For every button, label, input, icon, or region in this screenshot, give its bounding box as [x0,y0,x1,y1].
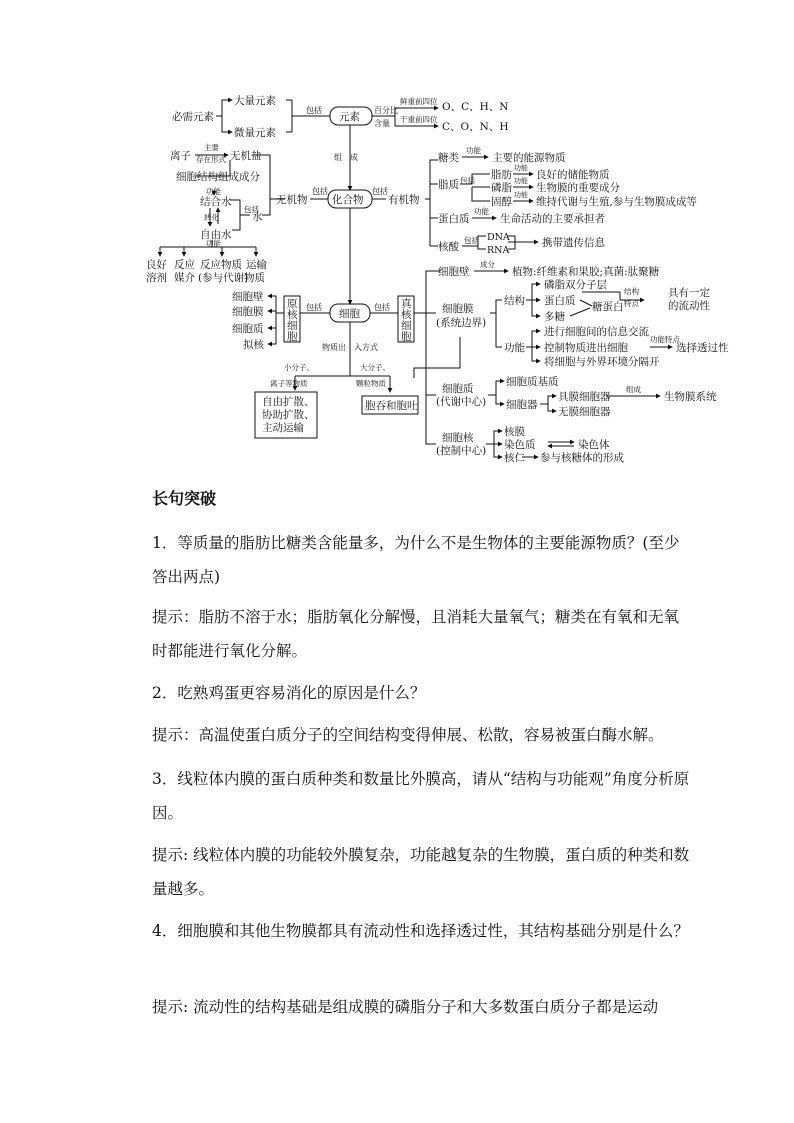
label-baokuo-c1: 包括 [306,303,322,312]
yh-part-1: 细胞壁 [232,291,264,303]
label-xibaojiegou: 细胞结构组成成分 [176,171,260,183]
label-guchun-f: 维持代谢与生殖,参与生物膜成成等 [536,196,697,208]
label-yuansu: 元素 [339,111,360,123]
label-zhuyao: 主要 [204,143,219,152]
label-yuanhe-4: 胞 [287,331,298,343]
label-zhenhe-1: 真 [401,298,412,310]
label-zhifang: 脂肪 [491,169,512,181]
label-xitongbianjie: (系统边界) [436,317,487,329]
label-ransezhi: 染色质 [504,439,536,451]
label-yuanhe-1: 原 [287,298,298,310]
label-heren-f: 参与核糖体的形成 [540,452,624,464]
label-baifenbi: 百分比 [374,106,398,115]
label-ochn: O、C、H、N [442,101,509,113]
label-baotun: 胞吞和胞吐 [365,400,418,412]
label-zhuanhua: 转化 [204,213,219,222]
label-mo-f3: 将细胞与外界环境分隔开 [544,356,660,368]
question-4: 4．细胞膜和其他生物膜都具有流动性和选择透过性，其结构基础分别是什么？ [152,922,689,940]
label-shengwumo: 生物膜系统 [664,391,717,403]
label-rna: RNA [487,245,510,256]
label-jizhi: 细胞质基质 [506,376,559,388]
label-baokuo1: 包括 [306,106,322,115]
label-baokuo-c2: 包括 [374,303,390,312]
label-baokuo-h: 包括 [464,236,479,245]
label-daixie: (代谢中心) [436,396,487,408]
answer-2: 提示：高温使蛋白质分子的空间结构变得伸展、松散，容易被蛋白酶水解。 [152,726,664,744]
label-jiegou-td2: 特点 [624,299,639,308]
water-func2-4: 物质 [244,272,265,284]
question-2: 2．吃熟鸡蛋更容易消化的原因是什么？ [152,684,426,702]
water-func2-3: (参与代谢) [198,272,249,284]
label-gan-qian: 干重前四位 [400,115,438,124]
label-weiliang: 微量元素 [234,127,276,139]
label-chengfen: 成分 [480,260,495,269]
label-heren: 核仁 [504,452,525,464]
label-jumo: 具膜细胞器 [558,391,611,403]
label-zucheng2: 组成 [626,385,641,394]
label-bixu: 必需元素 [172,111,214,123]
answer-4: 提示: 流动性的结构基础是组成膜的磷脂分子和大多数蛋白质分子都是运动 [152,998,659,1016]
label-zucheng: 组 成 [334,153,358,162]
label-ranseti: 染色体 [578,439,610,451]
label-hesuan: 核酸 [438,241,459,253]
section-title: 长句突破 [152,489,217,508]
label-duotang: 多糖 [544,311,565,323]
label-wujiyan: 无机盐 [230,150,262,162]
label-tangdanbai: 糖蛋白 [592,301,624,313]
label-dafenzi-1: 大分子、 [360,363,390,372]
label-gongneng-w2: 功能 [206,239,221,248]
label-hanliang: 含量 [374,119,390,128]
label-baokuo-w: 包括 [244,205,259,214]
label-huahewu: 化合物 [332,194,364,206]
label-gongneng-z1: 功能 [514,164,528,172]
label-zhifang-f: 良好的储能物质 [536,169,610,181]
label-youjiwu: 有机物 [388,194,420,206]
label-linzhi-shuang: 磷脂双分子层 [544,279,607,291]
water-func2-2: 媒介 [174,272,195,284]
label-transport-1: 自由扩散、 [262,396,315,408]
label-jiegou-td1: 结构 [624,287,639,296]
concept-map-diagram [0,0,794,464]
label-zhenhe-2: 核 [401,309,412,321]
water-func-4: 运输 [246,259,267,271]
label-gongneng-td: 功能特点 [650,335,680,344]
label-xiaofenzi-1: 小分子、 [284,363,314,372]
answer-3: 提示: 线粒体内膜的功能较外膜复杂，功能越复杂的生物膜，蛋白质的种类和数量越多。 [152,846,690,898]
label-gongneng-w: 功能 [206,187,221,196]
label-baokuo2: 包括 [312,187,328,196]
label-dna: DNA [487,232,510,243]
label-liudong-1: 具有一定 [668,287,710,299]
label-zhenhe-4: 胞 [401,331,412,343]
label-gongneng-t: 功能 [466,146,481,155]
label-baokuo-z: 包括 [460,176,475,185]
water-func2-1: 溶剂 [146,272,167,284]
label-linzhi-f: 生物膜的重要成分 [536,182,620,194]
label-cunzai: 存在形式 [196,155,226,164]
label-jiegou: 结构 [504,295,525,307]
label-zhenhe-3: 细 [401,320,412,332]
label-liudong-2: 的流动性 [668,300,710,312]
water-func-2: 反应 [174,259,195,271]
label-xibaoqi: 细胞器 [506,399,538,411]
label-xian-qian: 鲜重前四位 [400,97,438,106]
label-hesuan-f: 携带遗传信息 [542,237,605,249]
label-tanglei: 糖类 [438,152,459,164]
label-mo-f2: 控制物质进出细胞 [544,342,628,354]
label-kongzhi: (控制中心) [436,445,487,457]
label-guchun: 固醇 [491,196,512,208]
label-dalian: 大量元素 [234,95,276,107]
question-3: 3．线粒体内膜的蛋白质种类和数量比外膜高，请从“结构与功能观”角度分析原因。 [152,770,690,822]
question-1: 1．等质量的脂肪比糖类含能量多，为什么不是生物体的主要能源物质？(至少答出两点) [152,534,680,586]
label-hemo: 核膜 [504,426,525,438]
yh-part-3: 细胞质 [232,323,264,335]
label-xibaohe: 细胞核 [442,432,474,444]
label-xiaofenzi-2: 离子等物质 [270,379,308,388]
label-xibaomo: 细胞膜 [442,303,474,315]
label-conh: C、O、N、H [442,121,509,133]
yh-part-4: 拟核 [243,339,264,351]
label-transport-3: 主动运输 [262,422,304,434]
label-ziyou: 自由水 [200,229,232,241]
label-jiehe: 结合水 [200,196,232,208]
label-shui: 水 [252,211,263,223]
label-gongneng-m: 功能 [504,342,525,354]
label-danbaizhi: 蛋白质 [438,213,470,225]
label-xibao: 细胞 [339,308,360,320]
answer-1: 提示：脂肪不溶于水；脂肪氧化分解慢，且消耗大量氧气；糖类在有氧和无氧时都能进行氧化分解。 [152,608,680,660]
water-func-3: 反应物质 [200,259,242,271]
label-linzhi: 磷脂 [491,182,512,194]
label-baokuo3: 包括 [372,187,388,196]
label-zhizhi: 脂质 [438,179,459,191]
label-xibaobi: 细胞壁 [438,266,470,278]
label-wuzhi-churu: 物质出 入方式 [322,343,378,352]
label-xuanze: 选择透过性 [676,342,729,354]
label-lizi: 离子 [170,150,191,162]
water-func-1: 良好 [146,259,167,271]
label-wumo: 无膜细胞器 [558,406,611,418]
label-yuanhe-3: 细 [287,320,298,332]
label-tang-func: 主要的能源物质 [492,152,566,164]
label-gongneng-d: 功能 [474,207,489,216]
label-bi-desc: 植物:纤维素和果胶;真菌:肽聚糖 [512,266,660,278]
label-mo-f1: 进行细胞间的信息交流 [544,326,649,338]
label-wujiwu: 无机物 [276,194,308,206]
label-dafenzi-2: 颗粒物质 [356,379,386,388]
label-gongneng-z3: 功能 [514,191,528,199]
label-transport-2: 协助扩散、 [262,409,315,421]
label-gongneng-z2: 功能 [514,177,528,185]
label-danbai-f: 生命活动的主要承担者 [500,213,605,225]
label-danbaizhi2: 蛋白质 [544,295,576,307]
label-yuanhe-2: 核 [287,309,298,321]
label-xibaozhi: 细胞质 [442,383,474,395]
yh-part-2: 细胞膜 [232,306,264,318]
